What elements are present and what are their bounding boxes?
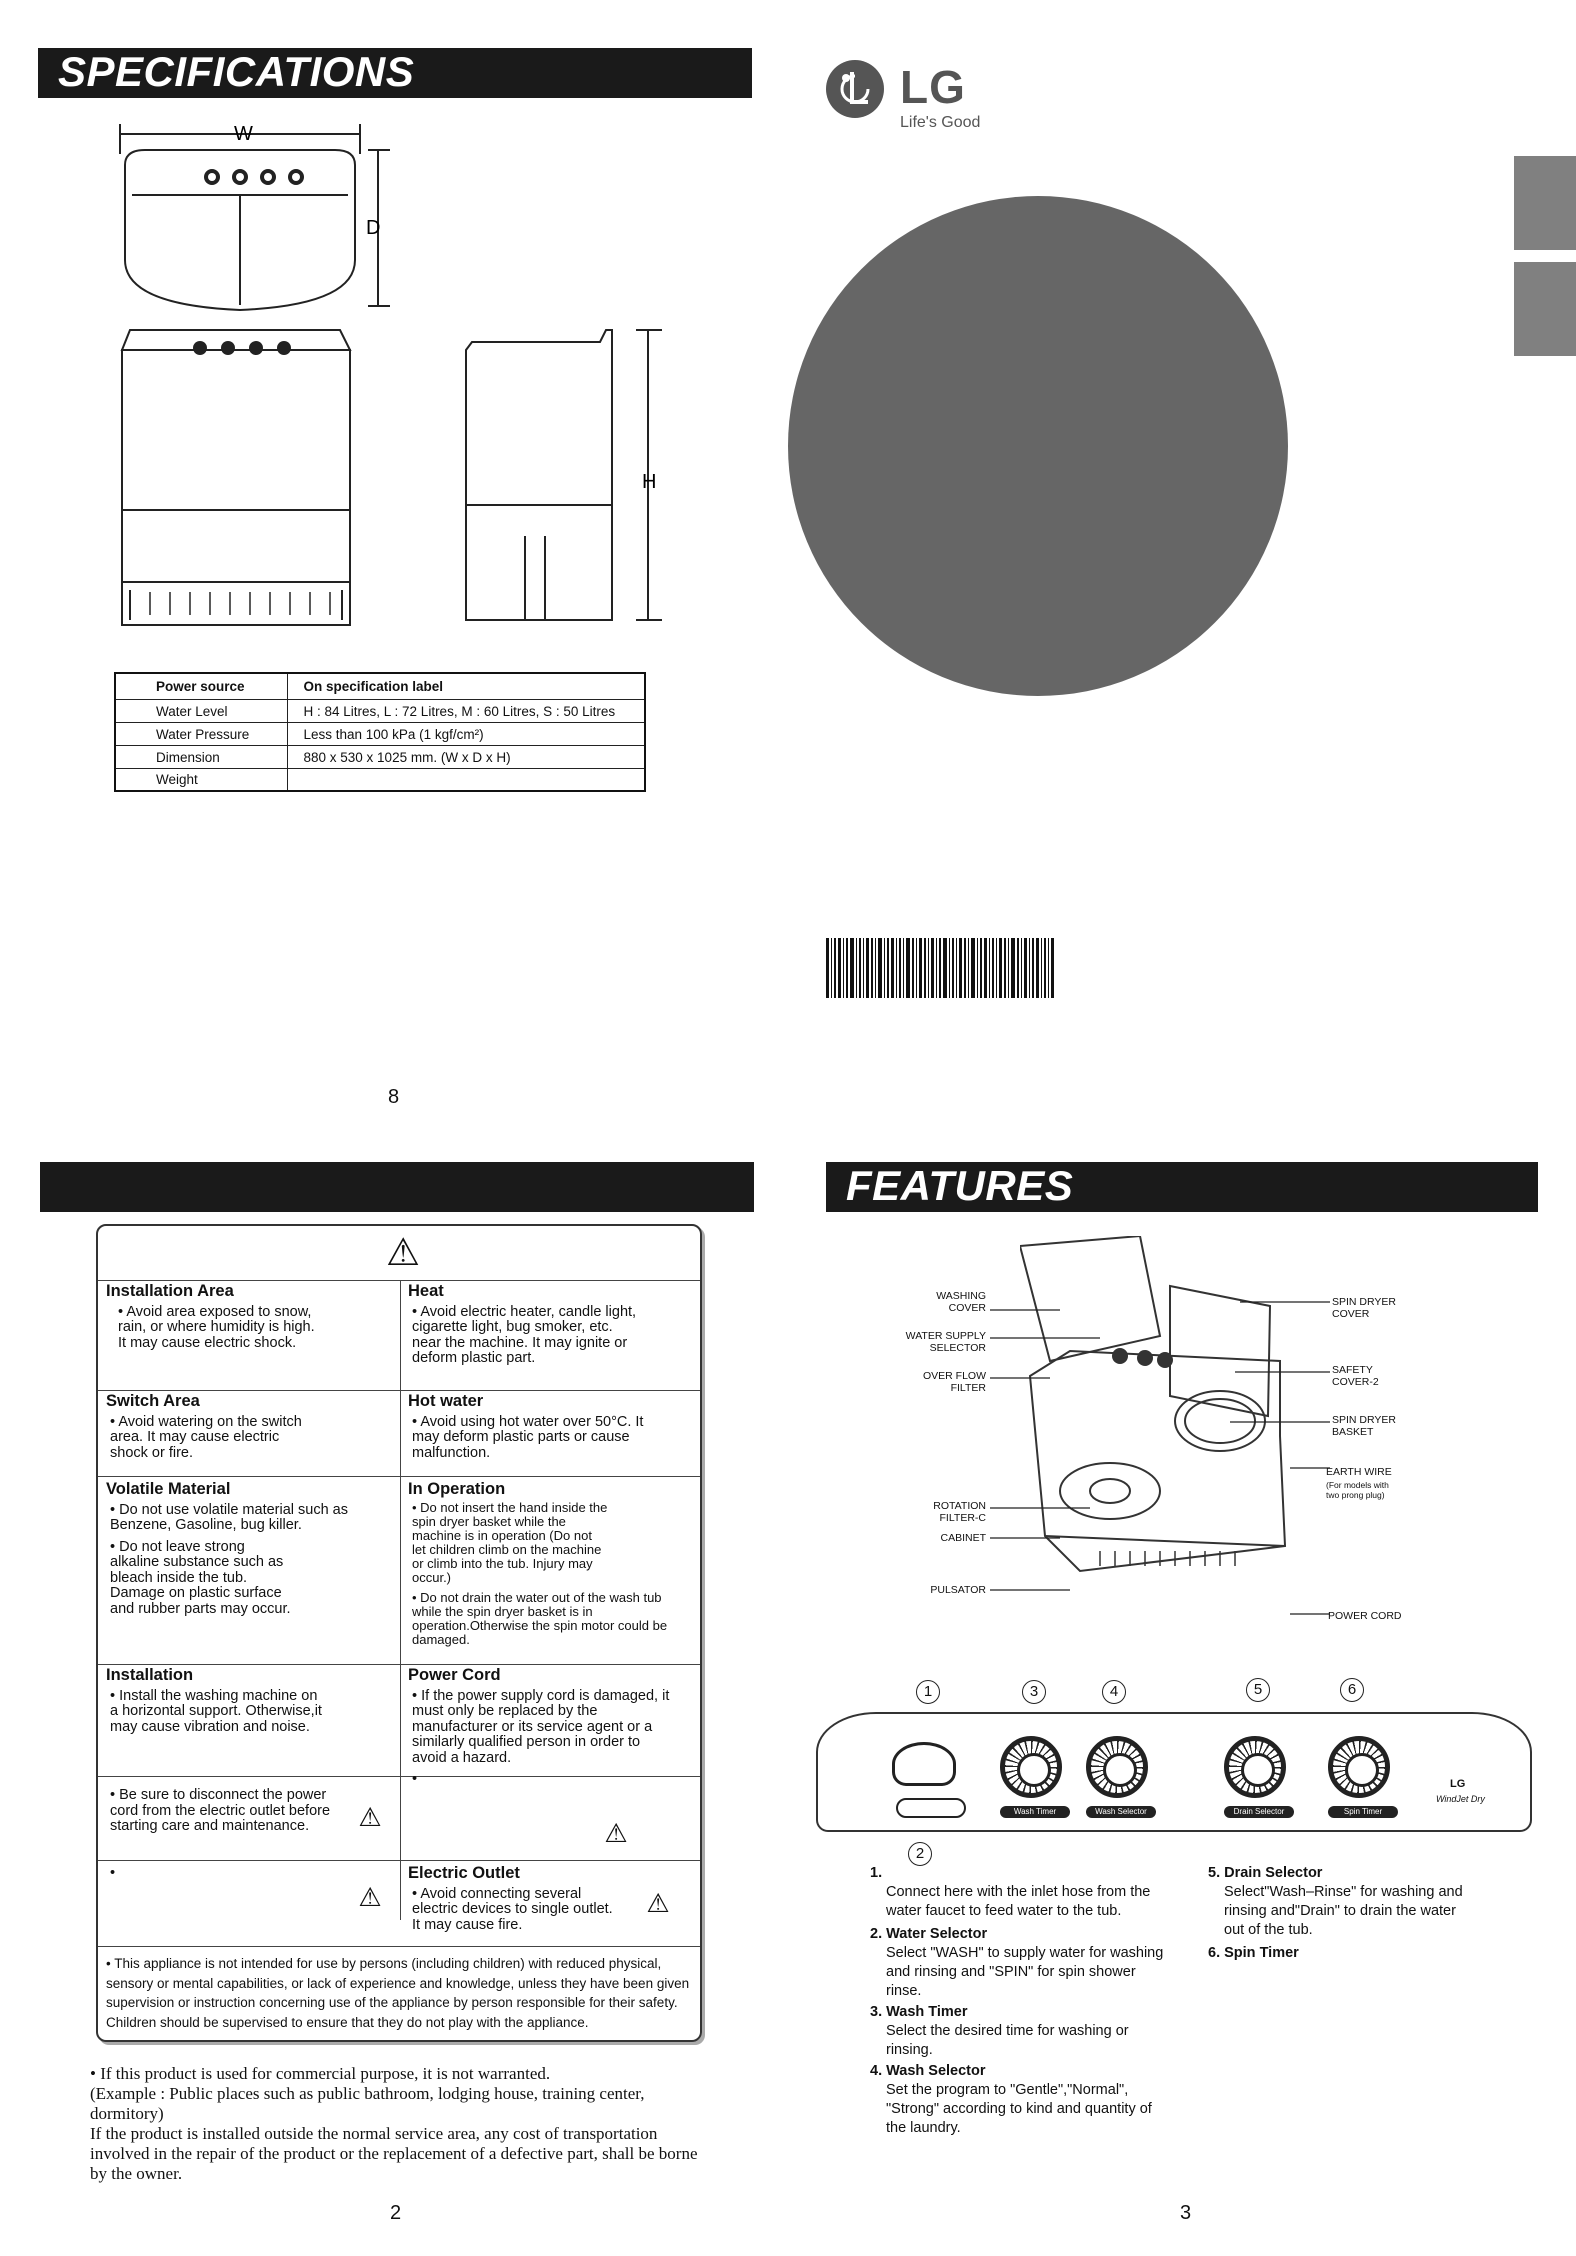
cell-title: Installation [106,1666,194,1684]
cell-title: Volatile Material [106,1480,231,1498]
feature-number: 4. [870,2063,883,2079]
electric-outlet-cell: Electric Outlet • Avoid connecting several electric devices to single outlet. It may cause fire. [408,1866,698,1939]
callout-spin-dryer-cover: SPIN DRYER COVER [1332,1296,1396,1320]
callout-rotation-filter: ROTATION FILTER-C [933,1500,986,1524]
table-cell: Dimension [115,745,287,768]
notice-text: This appliance is not intended for use by persons (including children) with reduced physical, sensory or mental capabilities, or lack of experience and knowledge, unless they have been given supervision or instruction concerning use of the appliance by person responsible for their safety. Children should be supervised to ensure that they do not play with the appliance. [106,1956,690,2030]
panel-model: WindJet Dry [1436,1794,1485,1804]
specifications-table [114,672,646,792]
barcode [826,938,1054,998]
table-cell: Power source [115,673,287,699]
installation-area-cell: Installation Area • Avoid area exposed to snow, rain, or where humidity is high. It may cause electric shock. [106,1284,396,1357]
feature-number: 2. [870,1926,883,1942]
control-panel-diagram [816,1712,1532,1832]
features-list-left [870,1864,1170,2138]
feature-title: Water Selector [886,1926,988,1942]
warranty-line: If the product is installed outside the normal service area, any cost of transportation involved in the repair of the product or the replacement of a defective part, shall be borne by the owner. [90,2124,698,2183]
cover-circle-graphic [788,196,1288,696]
table-row [115,699,645,722]
cell-title: In Operation [408,1480,506,1498]
page-number: 3 [1180,2202,1192,2224]
panel-number-6: 6 [1340,1678,1364,1702]
installation-cell: Installation • Install the washing machine on a horizontal support. Otherwise,it may cause vibration and noise. [106,1668,396,1741]
dim-label-d: D [366,217,381,239]
lg-tagline: Life's Good [900,114,981,131]
table-cell: On specification label [287,673,645,699]
wash-timer-knob [1000,1736,1062,1798]
table-row [115,722,645,745]
table-cell: Weight [115,768,287,791]
cell-text: Avoid area exposed to snow, rain, or where humidity is high. It may cause electric shock. [118,1303,315,1351]
table-row [115,768,645,791]
cell-title: Electric Outlet [408,1864,520,1882]
warranty-line: • If this product is used for commercial purpose, it is not warranted. [90,2064,551,2083]
feature-number: 5. [1208,1865,1221,1881]
panel-number-4: 4 [1102,1680,1126,1704]
table-cell: Less than 100 kPa (1 kgf/cm²) [287,722,645,745]
electric-warning-icon: ⚠ [358,1802,382,1832]
dim-label-h: H [642,471,657,493]
panel-label: Wash Timer [1000,1806,1070,1818]
cell-title: Heat [408,1282,444,1300]
feature-desc: Select"Wash–Rinse" for washing and rinsing and"Drain" to drain the water out of the tub. [1224,1884,1463,1938]
cell-text: Avoid watering on the switch area. It may cause electric shock or fire. [110,1413,302,1461]
safety-warnings-box [96,1224,702,2042]
safety-banner [40,1162,754,1212]
warning-triangle-icon: ⚠ [385,1232,421,1274]
water-inlet-icon [892,1742,956,1786]
feature-desc: Select the desired time for washing or rinsing. [886,2023,1129,2058]
callout-water-supply-selector: WATER SUPPLY SELECTOR [905,1330,986,1354]
callout-pulsator: PULSATOR [930,1584,986,1596]
callout-over-flow-filter: OVER FLOW FILTER [922,1370,986,1394]
drain-selector-knob [1224,1736,1286,1798]
panel-label: Wash Selector [1086,1806,1156,1818]
cell-text: Do not insert the hand inside the spin dryer basket while the machine is in operation (Do not let children climb on the machine or climb into the tub. Injury may occur.) [412,1500,608,1585]
table-cell: H : 84 Litres, L : 72 Litres, M : 60 Litres, S : 50 Litres [287,699,645,722]
warranty-notes [90,2064,710,2184]
cell-title: Power Cord [408,1666,501,1684]
features-banner: FEATURES [826,1162,1538,1212]
disconnect-cell: • Be sure to disconnect the power cord from the electric outlet before starting care and maintenance. [110,1787,331,1834]
cell-text: Do not leave strong alkaline substance such as bleach inside the tub. Damage on plastic surface and rubber parts may occur. [110,1538,291,1617]
electric-warning-icon: ⚠ [358,1882,382,1912]
feature-number: 6. [1208,1945,1221,1961]
power-cord-cell: Power Cord • If the power supply cord is damaged, it must only be replaced by the manufacturer or its service agent or a similarly qualified person in order to avoid a hazard. • [408,1668,698,1794]
features-list-right [1208,1864,1478,1963]
blank-bullet-cell: • [110,1865,116,1881]
notice-cell: • This appliance is not intended for use by persons (including children) with reduced physical, sensory or mental capabilities, or lack of experience and knowledge, unless they have been given supervision or instruction concerning use of the appliance by person responsible for their safety. Children should be supervised to ensure that they do not play with the appliance. [106,1956,690,2030]
cell-text: Avoid using hot water over 50°C. It may deform plastic parts or cause malfunction. [412,1413,644,1461]
table-cell: 880 x 530 x 1025 mm. (W x D x H) [287,745,645,768]
spin-timer-knob [1328,1736,1390,1798]
specifications-banner: SPECIFICATIONS [38,48,752,98]
table-row [115,673,645,699]
warranty-line: (Example : Public places such as public bathroom, lodging house, training center, dormitory) [90,2084,645,2123]
panel-number-1: 1 [916,1680,940,1704]
dim-label-w: W [234,123,253,145]
panel-label: Drain Selector [1224,1806,1294,1818]
wash-selector-knob [1086,1736,1148,1798]
table-cell: Water Pressure [115,722,287,745]
callout-washing-cover: WASHING COVER [936,1290,986,1314]
heat-cell: Heat • Avoid electric heater, candle light, cigarette light, bug smoker, etc. near the machine. It may ignite or deform plastic part. [408,1284,698,1373]
panel-number-2: 2 [908,1842,932,1866]
callout-cabinet: CABINET [940,1532,986,1544]
hot-water-cell: Hot water • Avoid using hot water over 50°C. It may deform plastic parts or cause malfunction. [408,1394,698,1467]
cell-title: Installation Area [106,1282,234,1300]
callout-earth-wire-note: (For models with two prong plug) [1326,1480,1389,1500]
cell-text: If the power supply cord is damaged, it must only be replaced by the manufacturer or its service agent or a similarly qualified person in order to avoid a hazard. [412,1687,670,1766]
feature-desc: Set the program to "Gentle","Normal", "Strong" according to kind and quantity of the laundry. [886,2082,1152,2136]
panel-brand: LG [1450,1778,1466,1790]
page-number: 8 [388,1086,400,1108]
cell-text: Be sure to disconnect the power cord from the electric outlet before starting care and maintenance. [110,1787,331,1834]
lg-logo-text: LG [900,61,966,113]
side-tab [1514,156,1576,250]
switch-area-cell: Switch Area • Avoid watering on the switch area. It may cause electric shock or fire. [106,1394,396,1467]
electric-warning-icon: ⚠ [604,1818,628,1848]
panel-number-5: 5 [1246,1678,1270,1702]
callout-safety-cover: SAFETY COVER-2 [1332,1364,1379,1388]
callout-spin-dryer-basket: SPIN DRYER BASKET [1332,1414,1396,1438]
table-cell [287,768,645,791]
lg-logo [824,58,1004,138]
lg-emblem-icon [824,58,886,120]
water-selector-switch [896,1798,966,1818]
page-number: 2 [390,2202,402,2224]
side-tab [1514,262,1576,356]
cell-title: Hot water [408,1392,484,1410]
feature-number: 3. [870,2004,883,2020]
cell-title: Switch Area [106,1392,200,1410]
cell-text: Avoid electric heater, candle light, cigarette light, bug smoker, etc. near the machine. It may ignite or deform plastic part. [412,1303,637,1366]
volatile-material-cell: Volatile Material • Do not use volatile material such as Benzene, Gasoline, bug killer. • Do not leave strong alkaline substance such as bleach inside the tub. Damage on plastic surface and rubber parts may occur. [106,1482,396,1623]
callout-earth-wire: EARTH WIRE [1326,1466,1392,1478]
cell-text: Install the washing machine on a horizontal support. Otherwise,it may cause vibration and noise. [110,1687,322,1735]
cover-circle-mask [760,180,788,720]
table-row [115,745,645,768]
feature-title: Wash Selector [886,2063,986,2079]
feature-title: Spin Timer [1224,1945,1299,1961]
feature-number: 1. [870,1865,883,1881]
cell-text: Do not use volatile material such as Benzene, Gasoline, bug killer. [110,1501,349,1533]
panel-number-3: 3 [1022,1680,1046,1704]
feature-desc: Connect here with the inlet hose from the water faucet to feed water to the tub. [886,1884,1151,1919]
cell-text: Do not drain the water out of the wash tub while the spin dryer basket is in operation.Otherwise the spin motor could be damaged. [412,1590,668,1647]
table-cell: Water Level [115,699,287,722]
feature-title: Wash Timer [886,2004,968,2020]
feature-desc: Select "WASH" to supply water for washing and rinsing and "SPIN" for spin shower rinse. [886,1945,1164,1999]
washer-dimension-drawing [100,110,680,630]
fire-warning-icon: ⚠ [646,1888,670,1918]
feature-title: Drain Selector [1224,1865,1323,1881]
callout-power-cord: POWER CORD [1328,1610,1402,1622]
callout-lines [990,1290,1330,1630]
cell-text: Avoid connecting several electric devices to single outlet. It may cause fire. [412,1885,613,1933]
in-operation-cell: In Operation • Do not insert the hand inside the spin dryer basket while the machine is in operation (Do not let children climb on the machine or climb into the tub. Injury may occur.) • Do not drain the water out of the wash tub while the spin dryer basket is in operation.Otherwise the spin motor could be damaged. [408,1482,698,1653]
panel-label: Spin Timer [1328,1806,1398,1818]
